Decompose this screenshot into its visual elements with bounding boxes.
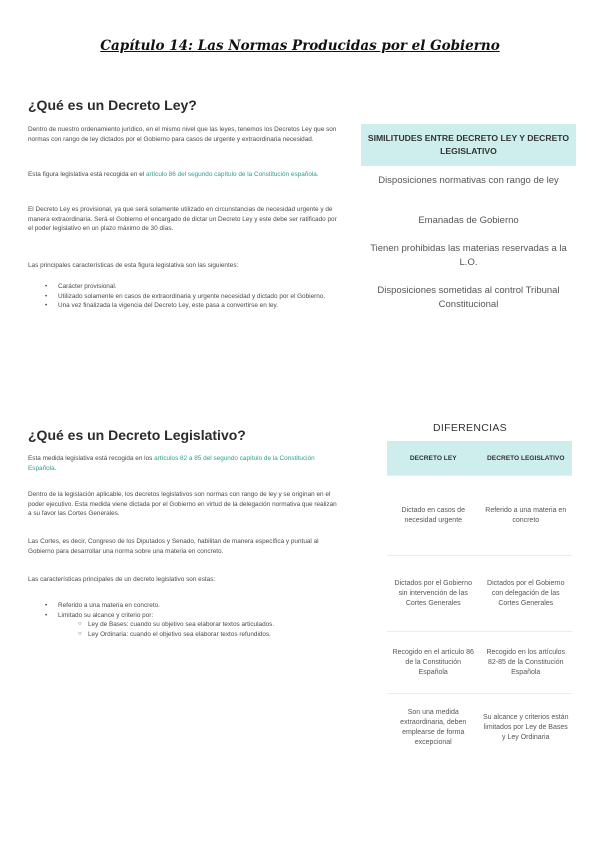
- reference-text: Esta figura legislativa está recogida en el: [28, 171, 146, 178]
- decreto-legislativo-definition: Dentro de la legislación aplicable, los decretos legislativos son normas con rango de ley y se originan en el poder ejecutivo. Esta medida viene dictada por el Gobierno en virtud de la delegación normativa que realizan a su favor las Cortes Generales.: [28, 491, 337, 518]
- decreto-legislativo-characteristics-intro: Las características principales de un decreto legislativo son estas:: [28, 576, 216, 583]
- decreto-legislativo-reference: [28, 454, 338, 473]
- table-cell: Dictados por el Gobierno con delegación de las Cortes Generales: [480, 556, 573, 632]
- articles-82-85-link[interactable]: artículos 82 a 85 del segundo capítulo de la Constitución Española.: [28, 455, 315, 472]
- table-cell: Referido a una materia en concreto: [480, 476, 573, 556]
- decreto-ley-provisional: El Decreto Ley es provisional, ya que será solamente utilizado en circunstancias de necesidad urgente y de manera extraordinaria. Será el Gobierno el encargado de dictar un Decreto Ley y este debe ser ratificado por el poder legislativo en un plazo máximo de 30 días.: [28, 206, 337, 233]
- decreto-legislativo-bullets: [40, 601, 340, 639]
- table-cell: Recogido en el artículo 86 de la Constitución Española: [387, 632, 480, 694]
- page-title: Capítulo 14: Las Normas Producidas por el Gobierno: [100, 38, 500, 54]
- table-header-row: [387, 441, 572, 476]
- table-row: [387, 556, 572, 632]
- decreto-ley-characteristics-intro: Las principales características de esta figura legislativa son las siguientes:: [28, 262, 239, 269]
- sub-list-item: ○ Ley de Bases: cuando su objetivo sea elaborar textos articulados.: [58, 620, 340, 630]
- column-header: DECRETO LEY: [387, 441, 480, 476]
- decreto-legislativo-heading: ¿Qué es un Decreto Legislativo?: [28, 427, 246, 443]
- similitudes-header: SIMILITUDES ENTRE DECRETO LEY Y DECRETO LEGISLATIVO: [361, 124, 576, 166]
- table-cell: Dictado en casos de necesidad urgente: [387, 476, 480, 556]
- decreto-ley-intro: Dentro de nuestro ordenamiento jurídico, en el mismo nivel que las leyes, tenemos los Decretos Ley que son normas con rango de ley dictados por el Gobierno para casos de urgente y extraordinaria necesidad.: [28, 126, 337, 143]
- similitud-item: Disposiciones sometidas al control Tribunal Constitucional: [377, 285, 560, 310]
- similitud-item: Tienen prohibidas las materias reservadas a la L.O.: [370, 243, 567, 268]
- table-cell: Son una medida extraordinaria, deben emplearse de forma excepcional: [387, 694, 480, 762]
- decreto-legislativo-cortes: Las Cortes, es decir, Congreso de los Diputados y Senado, habilitan de manera específica y puntual al Gobierno para desarrollar una norma sobre una materia en concreto.: [28, 538, 319, 555]
- table-cell: Dictados por el Gobierno sin intervención de las Cortes Generales: [387, 556, 480, 632]
- decreto-ley-heading: ¿Qué es un Decreto Ley?: [28, 97, 197, 113]
- list-item: • Utilizado solamente en casos de extraordinaria y urgente necesidad y dictado por el Gobierno.: [40, 292, 335, 302]
- table-row: [387, 632, 572, 694]
- table-cell: Recogido en los artículos 82-85 de la Constitución Española: [480, 632, 573, 694]
- decreto-ley-bullets: [40, 282, 335, 311]
- similitud-item: Disposiciones normativas con rango de ley: [378, 175, 559, 186]
- decreto-ley-reference: [28, 170, 338, 180]
- list-item: • Una vez finalizada la vigencia del Decreto Ley, este pasa a convertirse en ley.: [40, 301, 335, 311]
- list-item: [40, 611, 340, 640]
- diferencias-title: DIFERENCIAS: [433, 422, 507, 434]
- column-header: DECRETO LEGISLATIVO: [480, 441, 573, 476]
- similitud-item: Emanadas de Gobierno: [418, 215, 519, 226]
- reference-text: Esta medida legislativa está recogida en los: [28, 455, 155, 462]
- list-item: • Referido a una materia en concreto.: [40, 601, 340, 611]
- table-row: [387, 694, 572, 762]
- article-86-link[interactable]: artículo 86 del segundo capítulo de la Constitución española.: [145, 171, 319, 178]
- table-row: [387, 476, 572, 556]
- list-item-text: Limitado su alcance y criterio por:: [58, 611, 154, 619]
- diferencias-table: [387, 441, 572, 762]
- list-item: • Carácter provisional.: [40, 282, 335, 292]
- sub-bullets: [58, 620, 340, 639]
- table-cell: Su alcance y criterios están limitados por Ley de Bases y Ley Ordinaria: [480, 694, 573, 762]
- sub-list-item: ○ Ley Ordinaria: cuando el objetivo sea elaborar textos refundidos.: [58, 630, 340, 640]
